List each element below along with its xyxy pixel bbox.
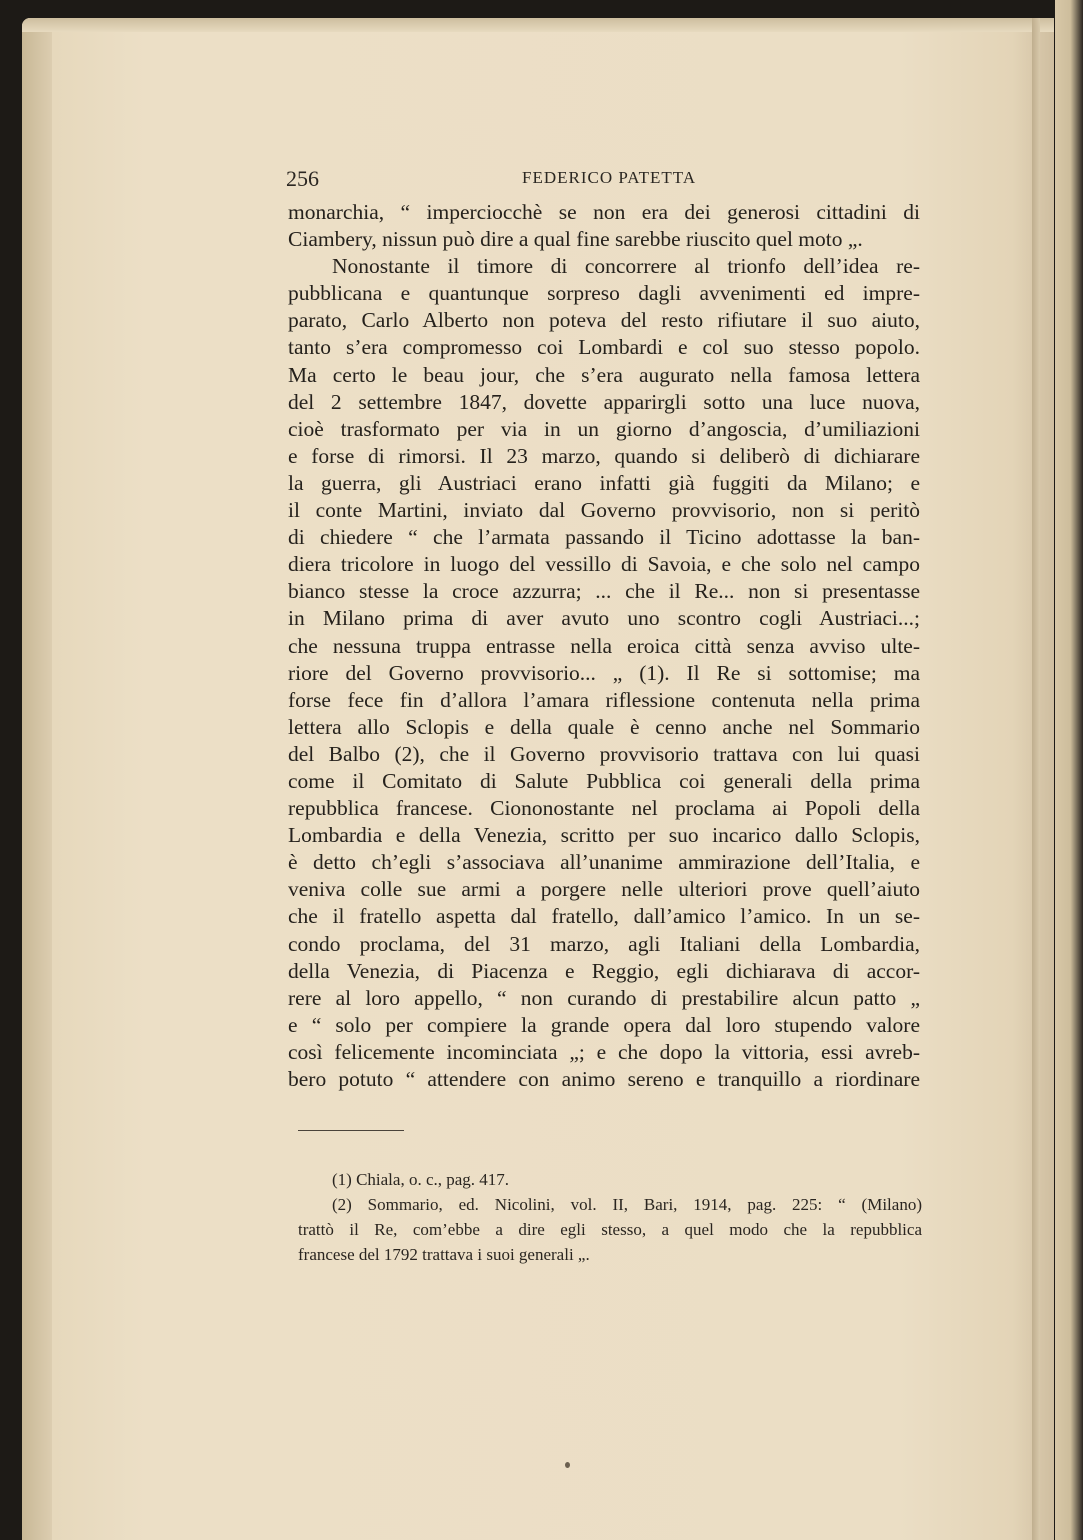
text-line: repubblica francese. Ciononostante nel proclama ai Popoli della (288, 796, 920, 821)
text-line: Lombardia e della Venezia, scritto per suo incarico dallo Sclopis, (288, 823, 920, 848)
text-line: del 2 settembre 1847, dovette apparirgli sotto una luce nuova, (288, 389, 920, 414)
text-line: il conte Martini, inviato dal Governo provvisorio, non si peritò (288, 498, 920, 523)
footnote-line: francese del 1792 trattava i suoi generali „. (298, 1245, 590, 1264)
page-number: 256 (286, 166, 319, 191)
text-line: così felicemente incominciata „; e che dopo la vittoria, essi avreb- (288, 1039, 920, 1064)
binding-gutter (1032, 18, 1040, 1540)
text-line: di chiedere “ che l’armata passando il Ticino adottasse la ban- (288, 525, 920, 550)
text-line: è detto ch’egli s’associava all’unanime ammirazione dell’Italia, e (288, 850, 920, 875)
text-line: bero potuto “ attendere con animo sereno e tranquillo a riordinare (288, 1067, 920, 1091)
footnote-line: trattò il Re, com’ebbe a dire egli stesso, a quel modo che la repubblica (298, 1220, 922, 1239)
paper-speck (565, 1462, 570, 1468)
text-line: condo proclama, del 31 marzo, agli Italiani della Lombardia, (288, 931, 920, 956)
text-line: diera tricolore in luogo del vessillo di Savoia, e che solo nel campo (288, 552, 920, 577)
running-head: FEDERICO PATETTA (522, 168, 697, 187)
page-header (286, 166, 920, 192)
footnote-line: (2) Sommario, ed. Nicolini, vol. II, Bari, 1914, pag. 225: “ (Milano) (332, 1195, 922, 1214)
text-line: che il fratello aspetta dal fratello, dall’amico l’amico. In un se- (288, 904, 920, 929)
text-line: monarchia, “ imperciocchè se non era dei generosi cittadini di (288, 200, 920, 224)
text-line: forse fece fin d’allora l’amara riflessione contenuta nella prima (288, 687, 920, 712)
text-line: in Milano prima di aver avuto uno scontro cogli Austriaci...; (288, 606, 920, 631)
text-line: tanto s’era compromesso coi Lombardi e col suo stesso popolo. (288, 335, 920, 360)
text-line: del Balbo (2), che il Governo provvisorio trattava con lui quasi (288, 741, 920, 766)
body-text (288, 199, 920, 1093)
facing-page-edge (1055, 0, 1083, 1540)
text-line: parato, Carlo Alberto non poteva del resto rifiutare il suo aiuto, (288, 308, 920, 333)
text-line: veniva colle sue armi a porgere nelle ulteriori prove quell’aiuto (288, 877, 920, 902)
text-line: Ma certo le beau jour, che s’era augurato nella famosa lettera (288, 362, 920, 387)
text-line: e forse di rimorsi. Il 23 marzo, quando si deliberò di dichiarare (288, 443, 920, 468)
text-line: pubblicana e quantunque sorpreso dagli avvenimenti ed impre- (288, 281, 920, 306)
text-line: che nessuna truppa entrasse nella eroica città senza avviso ulte- (288, 633, 920, 658)
text-line: come il Comitato di Salute Pubblica coi generali della prima (288, 768, 920, 793)
page-edge-left (22, 18, 52, 1540)
text-line: la guerra, gli Austriaci erano infatti già fuggiti da Milano; e (288, 470, 920, 495)
text-line: e “ solo per compiere la grande opera dal loro stupendo valore (288, 1012, 920, 1037)
text-line: cioè trasformato per via in un giorno d’angoscia, d’umiliazioni (288, 416, 920, 441)
text-line: Nonostante il timore di concorrere al trionfo dell’idea re- (332, 254, 920, 279)
text-line: riore del Governo provvisorio... „ (1). Il Re si sottomise; ma (288, 660, 920, 685)
text-line: rere al loro appello, “ non curando di prestabilire alcun patto „ (288, 985, 920, 1010)
footnote-line: (1) Chiala, o. c., pag. 417. (332, 1170, 510, 1189)
footnotes (298, 1167, 922, 1267)
text-line: bianco stesse la croce azzurra; ... che il Re... non si presentasse (288, 579, 920, 604)
footnote-rule (298, 1130, 404, 1131)
text-line: Ciambery, nissun può dire a qual fine sarebbe riuscito quel moto „. (288, 227, 863, 252)
text-line: lettera allo Sclopis e della quale è cenno anche nel Sommario (288, 714, 920, 739)
text-line: della Venezia, di Piacenza e Reggio, egli dichiarava di accor- (288, 958, 920, 983)
page-edge-top (22, 18, 1054, 32)
